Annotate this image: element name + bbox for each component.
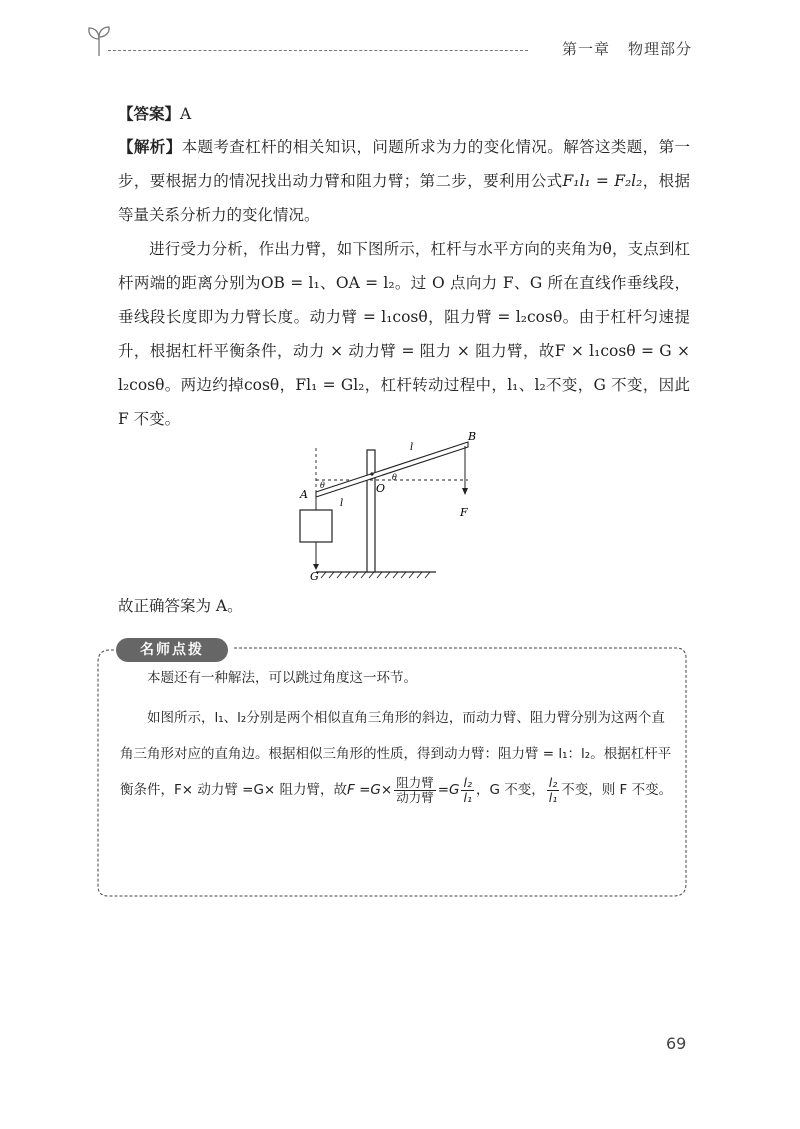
chapter-number: 第一章 <box>561 40 610 58</box>
tip-line-2-text-b: ，G 不变， <box>475 782 545 798</box>
conclusion-line: 故正确答案为 A。 <box>118 597 243 615</box>
tip-formula-mid: =G <box>437 782 460 798</box>
hanging-weight <box>300 510 332 542</box>
force-analysis-text: 进行受力分析，作出力臂，如下图所示，杠杆与水平方向的夹角为θ，支点到杠杆两端的距离分别为OB = l₁、OA = l₂。过 O 点向力 F、G 所在直线作垂线段，垂线段长度即为力臂长度。动力臂 = l₁cosθ，阻力臂 = l₂cosθ。由于杠杆匀速提升，根据杠杆平衡条件，动力 × 动力臂 = 阻力 × 阻力臂，故F × l₁cosθ = G × l₂cosθ。两边约掉cosθ，Fl₁ = Gl₂，杠杆转动过程中，l₁、l₂不变，G 不变，因此 F 不变。 <box>118 240 690 428</box>
chapter-title <box>562 38 692 59</box>
tip-box <box>94 632 690 900</box>
answer-label: 【答案】 <box>118 105 181 123</box>
fraction-3-numerator: l₂ <box>548 774 558 790</box>
page-number: 69 <box>666 1034 687 1053</box>
label-g: G <box>310 570 319 583</box>
label-l2: l <box>340 498 344 509</box>
answer-value: A <box>180 105 192 123</box>
tip-line-2-text-c: 不变，则 F 不变。 <box>561 782 673 798</box>
fraction-1-denominator: 动力臂 <box>396 789 434 805</box>
lever-diagram <box>296 428 496 588</box>
force-analysis-paragraph <box>118 232 690 436</box>
label-f: F <box>460 506 468 519</box>
ground-hatch <box>321 572 430 578</box>
tip-formula-lhs: F =G× <box>347 782 393 798</box>
tip-line-2-text-a: 如图所示，l₁、l₂分别是两个相似直角三角形的斜边，而动力臂、阻力臂分别为这两个直角三角形对应的直角边。根据相似三角形的性质，得到动力臂：阻力臂 = l₁：l₂。根据杠杆平衡条件，F× 动力臂 =G× 阻力臂，故 <box>120 710 672 798</box>
section-name: 物理部分 <box>627 40 692 58</box>
tip-line-1-text: 本题还有一种解法，可以跳过角度这一环节。 <box>147 670 417 686</box>
fraction-l2-over-l1 <box>461 776 473 805</box>
label-theta-left: θ <box>320 481 325 490</box>
analysis-text-1: 本题考查杠杆的相关知识，问题所求为力的变化情况。解答这类题，第一步，要根据力的情况找出动力臂和阻力臂；第二步，要利用公式 <box>118 138 690 190</box>
sprout-icon <box>86 22 112 58</box>
fraction-1-numerator: 阻力臂 <box>396 774 434 790</box>
analysis-text-2: ，根据等量关系分析力的变化情况。 <box>118 172 690 224</box>
label-theta-right: θ <box>392 473 397 482</box>
header-divider <box>108 50 528 51</box>
pivot-point <box>370 472 373 475</box>
label-a: A <box>300 488 308 501</box>
fraction-resistance-over-effort <box>394 776 436 805</box>
answer-line <box>118 97 690 131</box>
page-header <box>86 22 692 62</box>
support-post <box>367 450 375 572</box>
label-l1: l <box>410 442 414 453</box>
analysis-label: 【解析】 <box>118 138 182 156</box>
tip-line-1 <box>120 660 676 696</box>
analysis-formula: F₁l₁ = F₂l₂ <box>562 172 643 190</box>
fraction-2-denominator: l₁ <box>463 789 472 805</box>
fraction-2-numerator: l₂ <box>463 774 472 790</box>
tip-box-title: 名师点拨 <box>116 638 228 662</box>
lever-bar <box>316 442 468 497</box>
tip-line-2 <box>120 700 676 808</box>
label-b: B <box>468 430 477 443</box>
analysis-paragraph <box>118 130 690 232</box>
force-arrowhead <box>462 488 468 495</box>
fraction-3-denominator: l₁ <box>548 789 558 805</box>
fraction-l2-over-l1-2 <box>547 776 559 805</box>
label-o: O <box>376 482 386 495</box>
